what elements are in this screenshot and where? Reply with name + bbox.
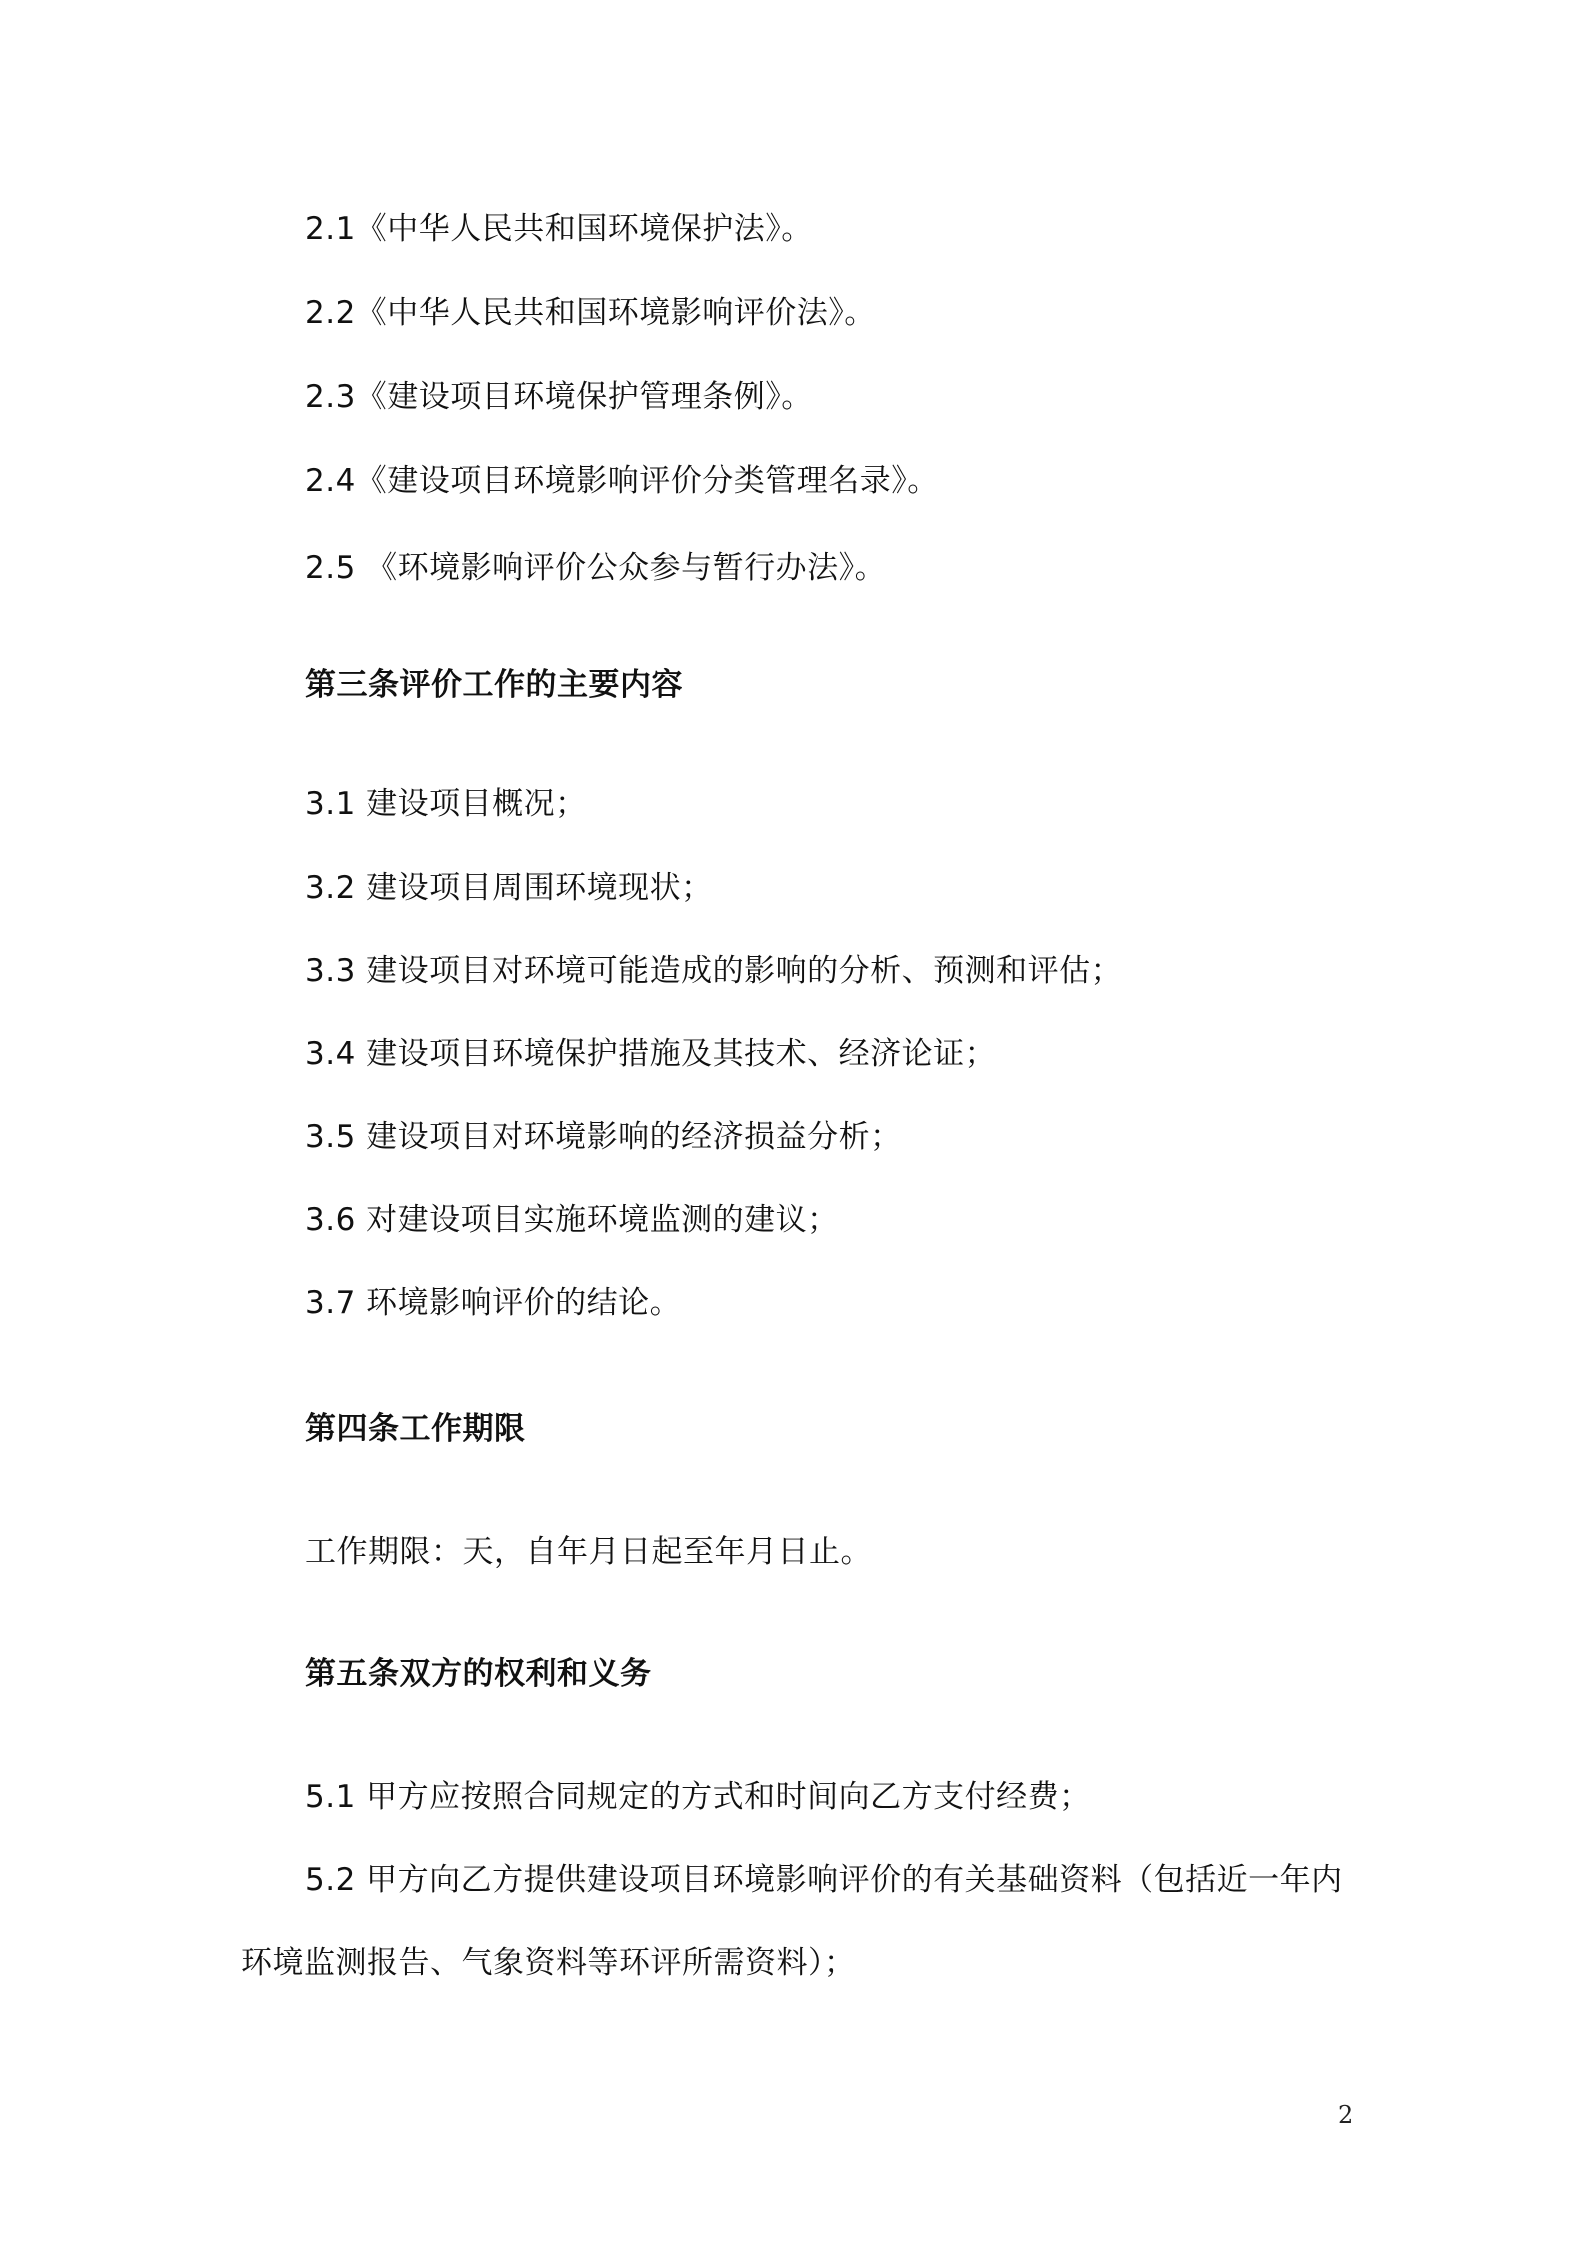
law-reference-2-2: 2.2《中华人民共和国环境影响评价法》。 [305,295,876,331]
section-5-heading: 第五条双方的权利和义务 [305,1656,652,1692]
law-reference-2-3: 2.3《建设项目环境保护管理条例》。 [305,379,813,415]
law-reference-2-4: 2.4《建设项目环境影响评价分类管理名录》。 [305,463,939,499]
section-5-item-2-line-2: 环境监测报告、气象资料等环评所需资料）； [241,1945,856,1981]
page-number: 2 [1338,2101,1354,2129]
section-3-heading: 第三条评价工作的主要内容 [305,667,683,703]
section-3-item-2: 3.2 建设项目周围环境现状； [305,870,713,906]
section-5-item-2-line-1: 5.2 甲方向乙方提供建设项目环境影响评价的有关基础资料（包括近一年内 [305,1862,1343,1898]
law-reference-2-1: 2.1《中华人民共和国环境保护法》。 [305,211,813,247]
section-3-item-3: 3.3 建设项目对环境可能造成的影响的分析、预测和评估； [305,953,1123,989]
section-3-item-4: 3.4 建设项目环境保护措施及其技术、经济论证； [305,1036,997,1072]
section-3-item-5: 3.5 建设项目对环境影响的经济损益分析； [305,1119,902,1155]
law-reference-2-5: 2.5 《环境影响评价公众参与暂行办法》。 [305,550,887,586]
section-3-item-1: 3.1 建设项目概况； [305,786,587,822]
section-4-text: 工作期限：天，自年月日起至年月日止。 [305,1534,872,1570]
section-3-item-7: 3.7 环境影响评价的结论。 [305,1285,682,1321]
section-3-item-6: 3.6 对建设项目实施环境监测的建议； [305,1202,839,1238]
section-4-heading: 第四条工作期限 [305,1411,526,1447]
section-5-item-1: 5.1 甲方应按照合同规定的方式和时间向乙方支付经费； [305,1779,1091,1815]
